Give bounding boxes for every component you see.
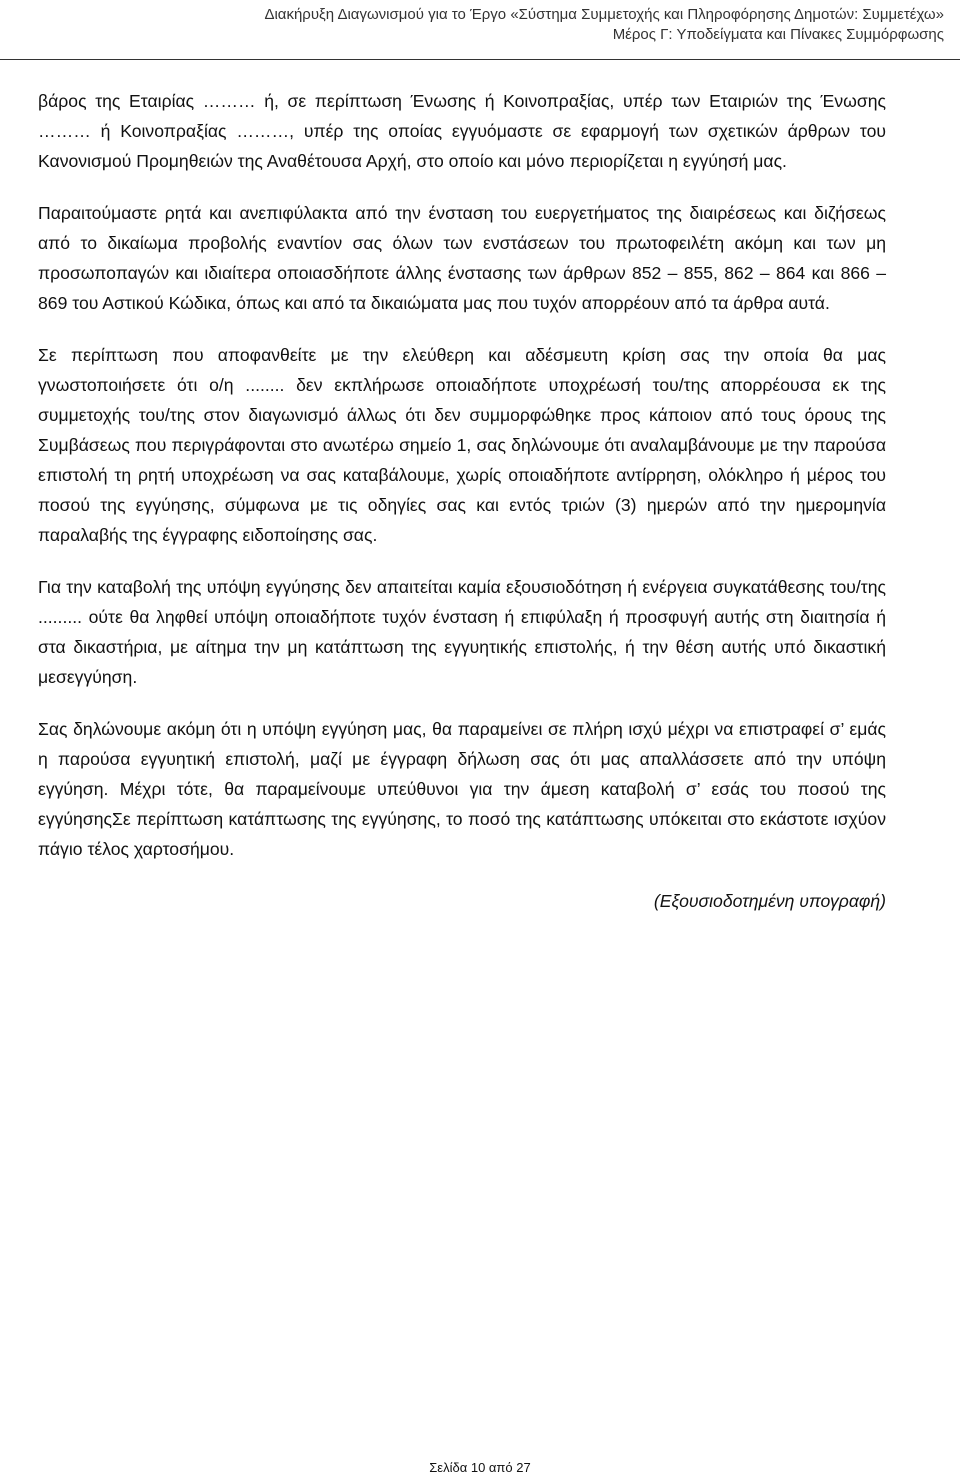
paragraph-payment-obligation: Σε περίπτωση που αποφανθείτε με την ελεύθερη και αδέσμευτη κρίση σας την οποία θα μας γνωστοποιήσετε ότι ο/η ........ δεν εκπλήρωσε οποιαδήποτε υποχρέωσή του/της απορρέουσα εκ της συμμετοχής του/της στον διαγωνισμό άλλως ότι δεν συμμορφώθηκε προς κάποιον από τους όρους της Συμβάσεως που περιγράφονται στο ανωτέρω σημείο 1, σας δηλώνουμε ότι αναλαμβάνουμε με την παρούσα επιστολή τη ρητή υποχρέωση να σας καταβάλουμε, χωρίς οποιαδήποτε αντίρρηση, ολόκληρο ή μέρος του ποσού της εγγύησης, σύμφωνα με τις οδηγίες σας και εντός τριών (3) ημερών από την ημερομηνία παραλαβής της έγγραφης ειδοποίησης σας. (38, 345, 886, 545)
document-body (38, 86, 886, 916)
paragraph-waiver: Παραιτούμαστε ρητά και ανεπιφύλακτα από την ένσταση του ευεργετήματος της διαιρέσεως και διζήσεως από το δικαίωμα προβολής εναντίον σας όλων των ενστάσεων του πρωτοφειλέτη ακόμη και των μη προσωποπαγών και ιδιαίτερα οποιασδήποτε άλλης ένστασης των άρθρων 852 – 855, 862 – 864 και 866 – 869 του Αστικού Κώδικα, όπως και από τα δικαιώματα μας που τυχόν απορρέουν από τα άρθρα αυτά. (38, 203, 886, 313)
page-number: Σελίδα 10 από 27 (429, 1460, 531, 1475)
header-section-title: Μέρος Γ: Υποδείγματα και Πίνακες Συμμόρφωσης (612, 26, 944, 43)
paragraph-beneficiary: βάρος της Εταιρίας ……… ή, σε περίπτωση Ένωσης ή Κοινοπραξίας, υπέρ των Εταιριών της Ένωσης ……… ή Κοινοπραξίας ………, υπέρ της οποίας εγγυόμαστε σε εφαρμογή των σχετικών άρθρων του Κανονισμού Προμηθειών της Αναθέτουσα Αρχή, στο οποίο και μόνο περιορίζεται η εγγύησή μας. (38, 91, 886, 171)
header-document-title: Διακήρυξη Διαγωνισμού για το Έργο «Σύστημα Συμμετοχής και Πληροφόρησης Δημοτών: Συμμετέχω» (264, 6, 944, 23)
paragraph-validity: Σας δηλώνουμε ακόμη ότι η υπόψη εγγύηση μας, θα παραμείνει σε πλήρη ισχύ μέχρι να επιστραφεί σ’ εμάς η παρούσα εγγυητική επιστολή, μαζί με έγγραφη δήλωση σας ότι μας απαλλάσσετε από την υπόψη εγγύηση. Μέχρι τότε, θα παραμείνουμε υπεύθυνοι για την άμεση καταβολή σ’ εσάς του ποσού της εγγύησηςΣε περίπτωση κατάπτωσης της εγγύησης, το ποσό της κατάπτωσης υπόκειται στο εκάστοτε ισχύον πάγιο τέλος χαρτοσήμου. (38, 719, 886, 859)
page-footer (0, 1460, 960, 1476)
page-header (0, 0, 960, 60)
signature-line: (Εξουσιοδοτημένη υπογραφή) (653, 891, 886, 911)
paragraph-no-consent-required: Για την καταβολή της υπόψη εγγύησης δεν απαιτείται καμία εξουσιοδότηση ή ενέργεια συγκατάθεσης του/της ......... ούτε θα ληφθεί υπόψη οποιαδήποτε τυχόν ένσταση ή επιφύλαξη ή προσφυγή αυτής στη διαιτησία ή στα δικαστήρια, με αίτημα την μη κατάπτωση της εγγυητικής επιστολής, ή την θέση αυτής υπό δικαστική μεσεγγύηση. (38, 577, 886, 687)
